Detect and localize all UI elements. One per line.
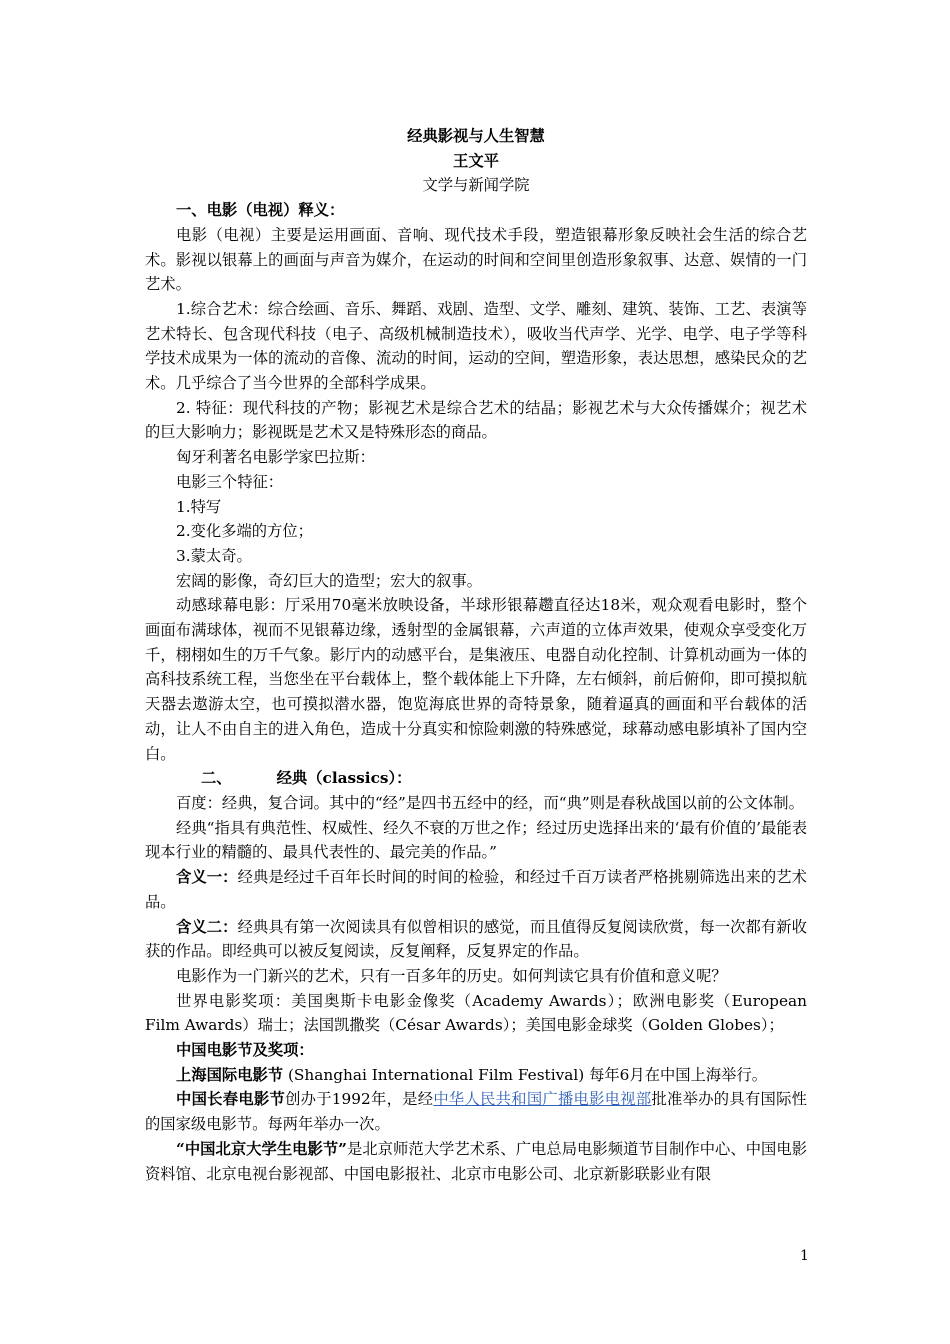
paragraph: 电影作为一门新兴的艺术，只有一百多年的历史。如何判读它具有价值和意义呢？ [176, 966, 727, 985]
beijing-festival: “中国北京大学生电影节”是北京师范大学艺术系、广电总局电影频道节目制作中心、中国电影资料馆、北京电视台影视部、中国电影报社、北京市电影公司、北京新影联影业有限 [145, 1139, 807, 1183]
author-name: 王文平 [453, 151, 499, 170]
meaning-two-label: 含义二： [176, 917, 238, 936]
sarft-link[interactable]: 中华人民共和国广播电影电视部 [433, 1090, 652, 1109]
section-heading-text: 经典（classics）： [276, 769, 412, 788]
meaning-one-label: 含义一： [176, 868, 238, 887]
section-heading-2 [145, 766, 807, 791]
paragraph: 2. 特征：现代科技的产物；影视艺术是综合艺术的结晶；影视艺术与大众传播媒介；视艺术的巨大影响力；影视既是艺术又是特殊形态的商品。 [145, 398, 807, 442]
page-number: 1 [800, 1248, 809, 1264]
paragraph: 匈牙利著名电影学家巴拉斯： [176, 448, 375, 467]
paragraph: 电影三个特征： [176, 472, 284, 491]
department-name: 文学与新闻学院 [422, 176, 530, 195]
subheading-china-festivals: 中国电影节及奖项： [176, 1041, 314, 1060]
meaning-one: 含义一：经典是经过千百年长时间的时间的检验，和经过千百万读者严格挑剔筛选出来的艺术品。 [145, 868, 807, 911]
list-item: 1.特写 [176, 497, 222, 516]
paragraph: 宏阔的影像，奇幻巨大的造型；宏大的叙事。 [176, 571, 482, 590]
shanghai-festival: 上海国际电影节 (Shanghai International Film Festival) 每年6月在中国上海举行。 [176, 1065, 768, 1084]
meaning-two: 含义二：经典具有第一次阅读具有似曾相识的感觉，而且值得反复阅读欣赏，每一次都有新收获的作品。即经典可以被反复阅读，反复阐释，反复界定的作品。 [145, 917, 807, 961]
list-item: 3.蒙太奇。 [176, 546, 252, 565]
section-heading-1: 一、电影（电视）释义： [176, 201, 345, 220]
changchun-festival: 中国长春电影节创办于1992年，是经中华人民共和国广播电影电视部批准举办的具有国际性的国家级电影节。每两年举办一次。 [145, 1090, 807, 1134]
paragraph: 世界电影奖项：美国奥斯卡电影金像奖（Academy Awards）；欧洲电影奖（European Film Awards）瑞士；法国凯撒奖（César Awards）；美国电影金球奖（Golden Globes）； [145, 991, 807, 1035]
paragraph: 电影（电视）主要是运用画面、音响、现代技术手段，塑造银幕形象反映社会生活的综合艺术。影视以银幕上的画面与声音为媒介，在运动的时间和空间里创造形象叙事、达意、娱情的一门艺术。 [145, 225, 807, 294]
list-item: 2.变化多端的方位； [176, 522, 313, 541]
section-heading-number: 二、 [201, 769, 232, 788]
paragraph: 动感球幕电影：厅采用70毫米放映设备，半球形银幕趱直径达18米，观众观看电影时，整个画面布满球体，视而不见银幕边缘，透射型的金属银幕，六声道的立体声效果，使观众享受变化万千，栩栩如生的万千气象。影厅内的动感平台，是集液压、电器自动化控制、计算机动画为一体的高科技系统工程，当您坐在平台载体上，整个载体能上下升降，左右倾斜，前后俯仰，即可摸拟航天器去遨游太空，也可摸拟潜水器，饱览海底世界的奇特景象，随着逼真的画面和平台载体的活动，让人不由自主的进入角色，造成十分真实和惊险刺激的特殊感觉，球幕动感电影填补了国内空白。 [145, 596, 807, 763]
document-title: 经典影视与人生智慧 [407, 127, 545, 145]
document-page [145, 124, 807, 1186]
paragraph: 经典“指具有典范性、权威性、经久不衰的万世之作；经过历史选择出来的‘最有价值的’最能表现本行业的精髓的、最具代表性的、最完美的作品。” [145, 818, 807, 862]
paragraph: 1.综合艺术：综合绘画、音乐、舞蹈、戏剧、造型、文学、雕刻、建筑、装饰、工艺、表演等艺术特长、包含现代科技（电子、高级机械制造技术），吸收当代声学、光学、电学、电子学等科学技术成果为一体的流动的音像、流动的时间，运动的空间，塑造形象，表达思想，感染民众的艺术。几乎综合了当今世界的全部科学成果。 [145, 299, 807, 393]
paragraph: 百度：经典，复合词。其中的“经”是四书五经中的经，而“典”则是春秋战国以前的公文体制。 [176, 793, 804, 812]
